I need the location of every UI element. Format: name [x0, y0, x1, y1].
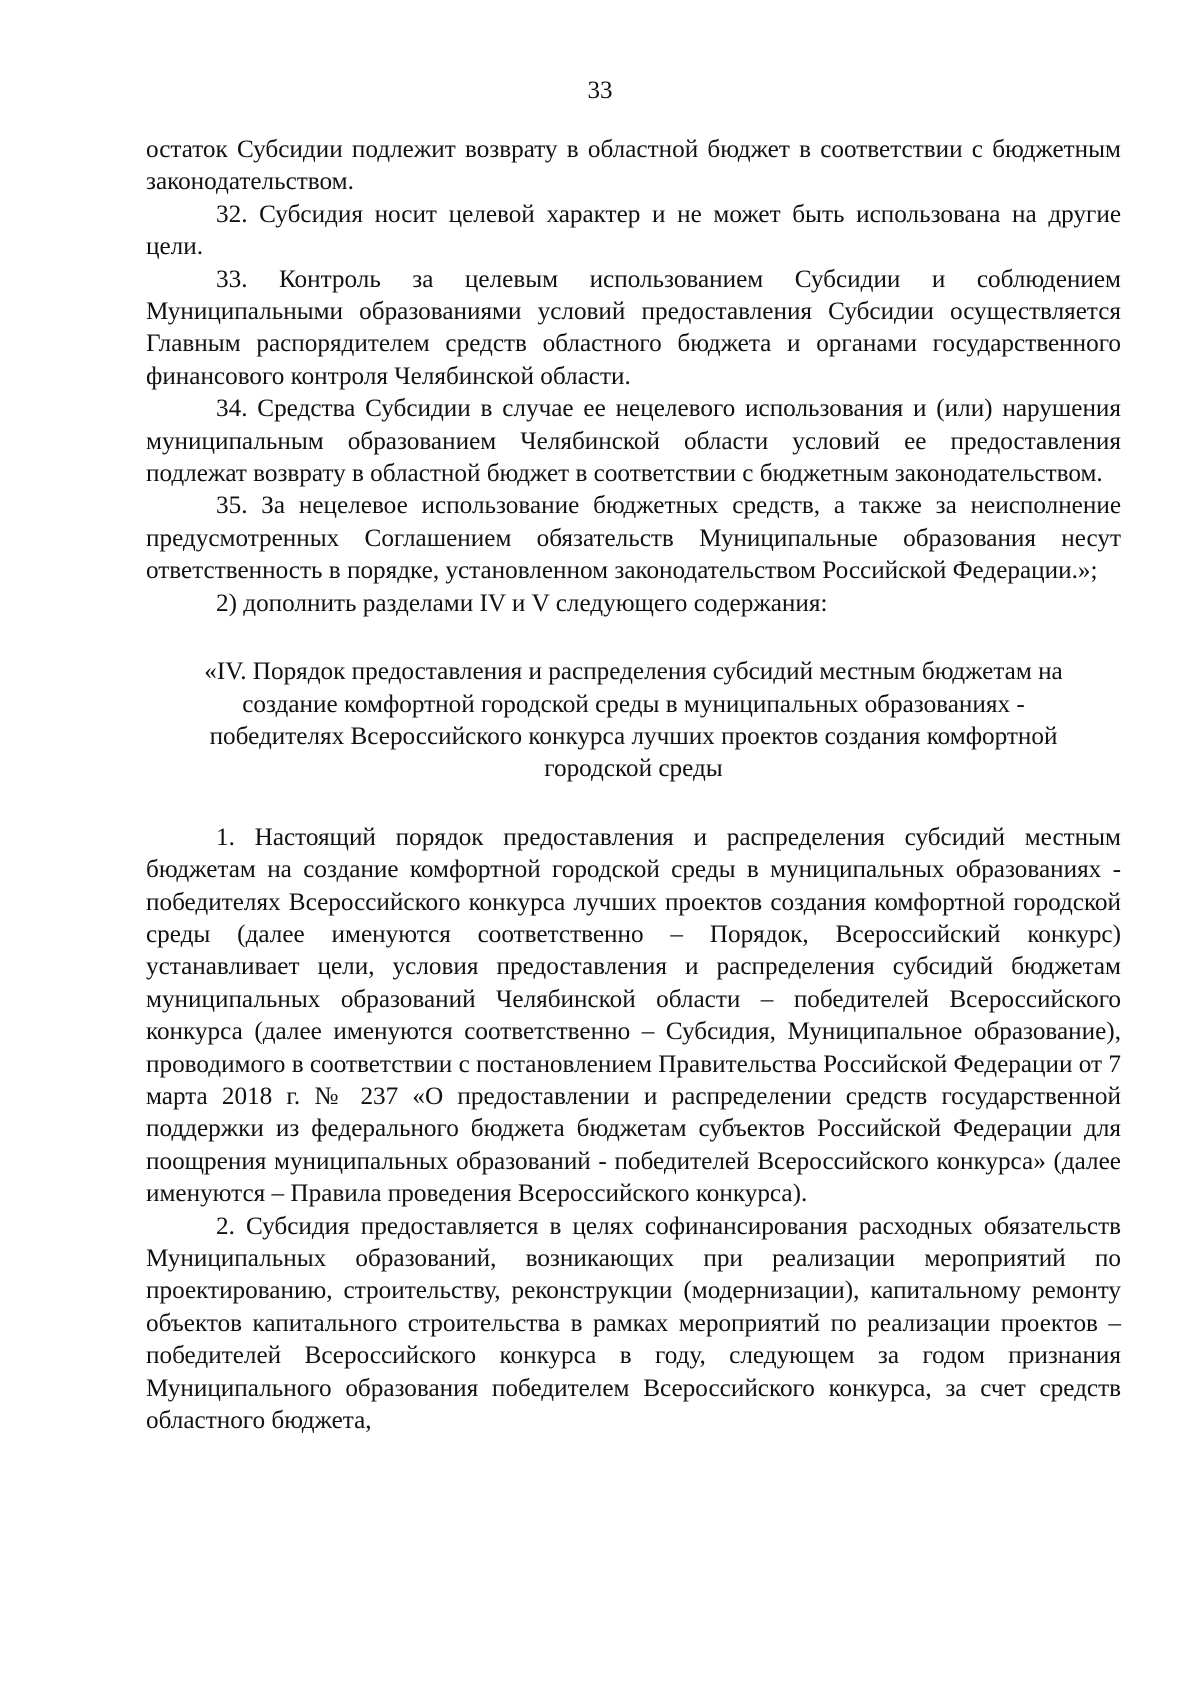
paragraph-continuation: остаток Субсидии подлежит возврату в областной бюджет в соответствии с бюджетным законодательством. [146, 136, 1121, 196]
section-paragraph-2: 2. Субсидия предоставляется в целях софинансирования расходных обязательств Муниципальных образований, возникающих при реализации мероприятий по проектированию, строительству, реконструкции (модернизации), капитальному ремонту объектов капитального строительства в рамках мероприятий по реализации проектов – победителей Всероссийского конкурса в году, следующем за годом признания Муниципального образования победителем Всероссийского конкурса, за счет средств областного бюджета, [146, 1212, 1121, 1435]
paragraph-amendment-2: 2) дополнить разделами IV и V следующего содержания: [216, 589, 828, 617]
paragraph-item-34: 34. Средства Субсидии в случае ее нецелевого использования и (или) нарушения муниципальным образованием Челябинской области условий ее предоставления подлежат возврату в областной бюджет в соответствии с бюджетным законодательством. [146, 395, 1121, 488]
paragraph-item-35: 35. За нецелевое использование бюджетных средств, а также за неисполнение предусмотренных Соглашением обязательств Муниципальные образования несут ответственность в порядке, установленном законодательством Российской Федерации.»; [146, 492, 1121, 585]
document-body [146, 134, 1121, 1437]
page-number: 33 [587, 77, 613, 104]
section-heading: «IV. Порядок предоставления и распределения субсидий местным бюджетам на создание комфортной городской среды в муниципальных образованиях - победителях Всероссийского конкурса лучших проектов создания комфортной городской среды [204, 658, 1063, 783]
paragraph-item-33: 33. Контроль за целевым использованием Субсидии и соблюдением Муниципальными образованиями условий предоставления Субсидии осуществляется Главным распорядителем средств областного бюджета и органами государственного финансового контроля Челябинской области. [146, 265, 1121, 390]
paragraph-item-32: 32. Субсидия носит целевой характер и не может быть использована на другие цели. [146, 200, 1121, 261]
section-paragraph-1: 1. Настоящий порядок предоставления и распределения субсидий местным бюджетам на создание комфортной городской среды в муниципальных образованиях - победителях Всероссийского конкурса лучших проектов создания комфортной городской среды (далее именуются соответственно – Порядок, Всероссийский конкурс) устанавливает цели, условия предоставления и распределения субсидий бюджетам муниципальных образований Челябинской области – победителей Всероссийского конкурса (далее именуются соответственно – Субсидия, Муниципальное образование), проводимого в соответствии с постановлением Правительства Российской Федерации от 7 марта 2018 г. № 237 «О предоставлении и распределении средств государственной поддержки из федерального бюджета бюджетам субъектов Российской Федерации для поощрения муниципальных образований - победителей Всероссийского конкурса» (далее именуются – Правила проведения Всероссийского конкурса). [146, 823, 1121, 1208]
